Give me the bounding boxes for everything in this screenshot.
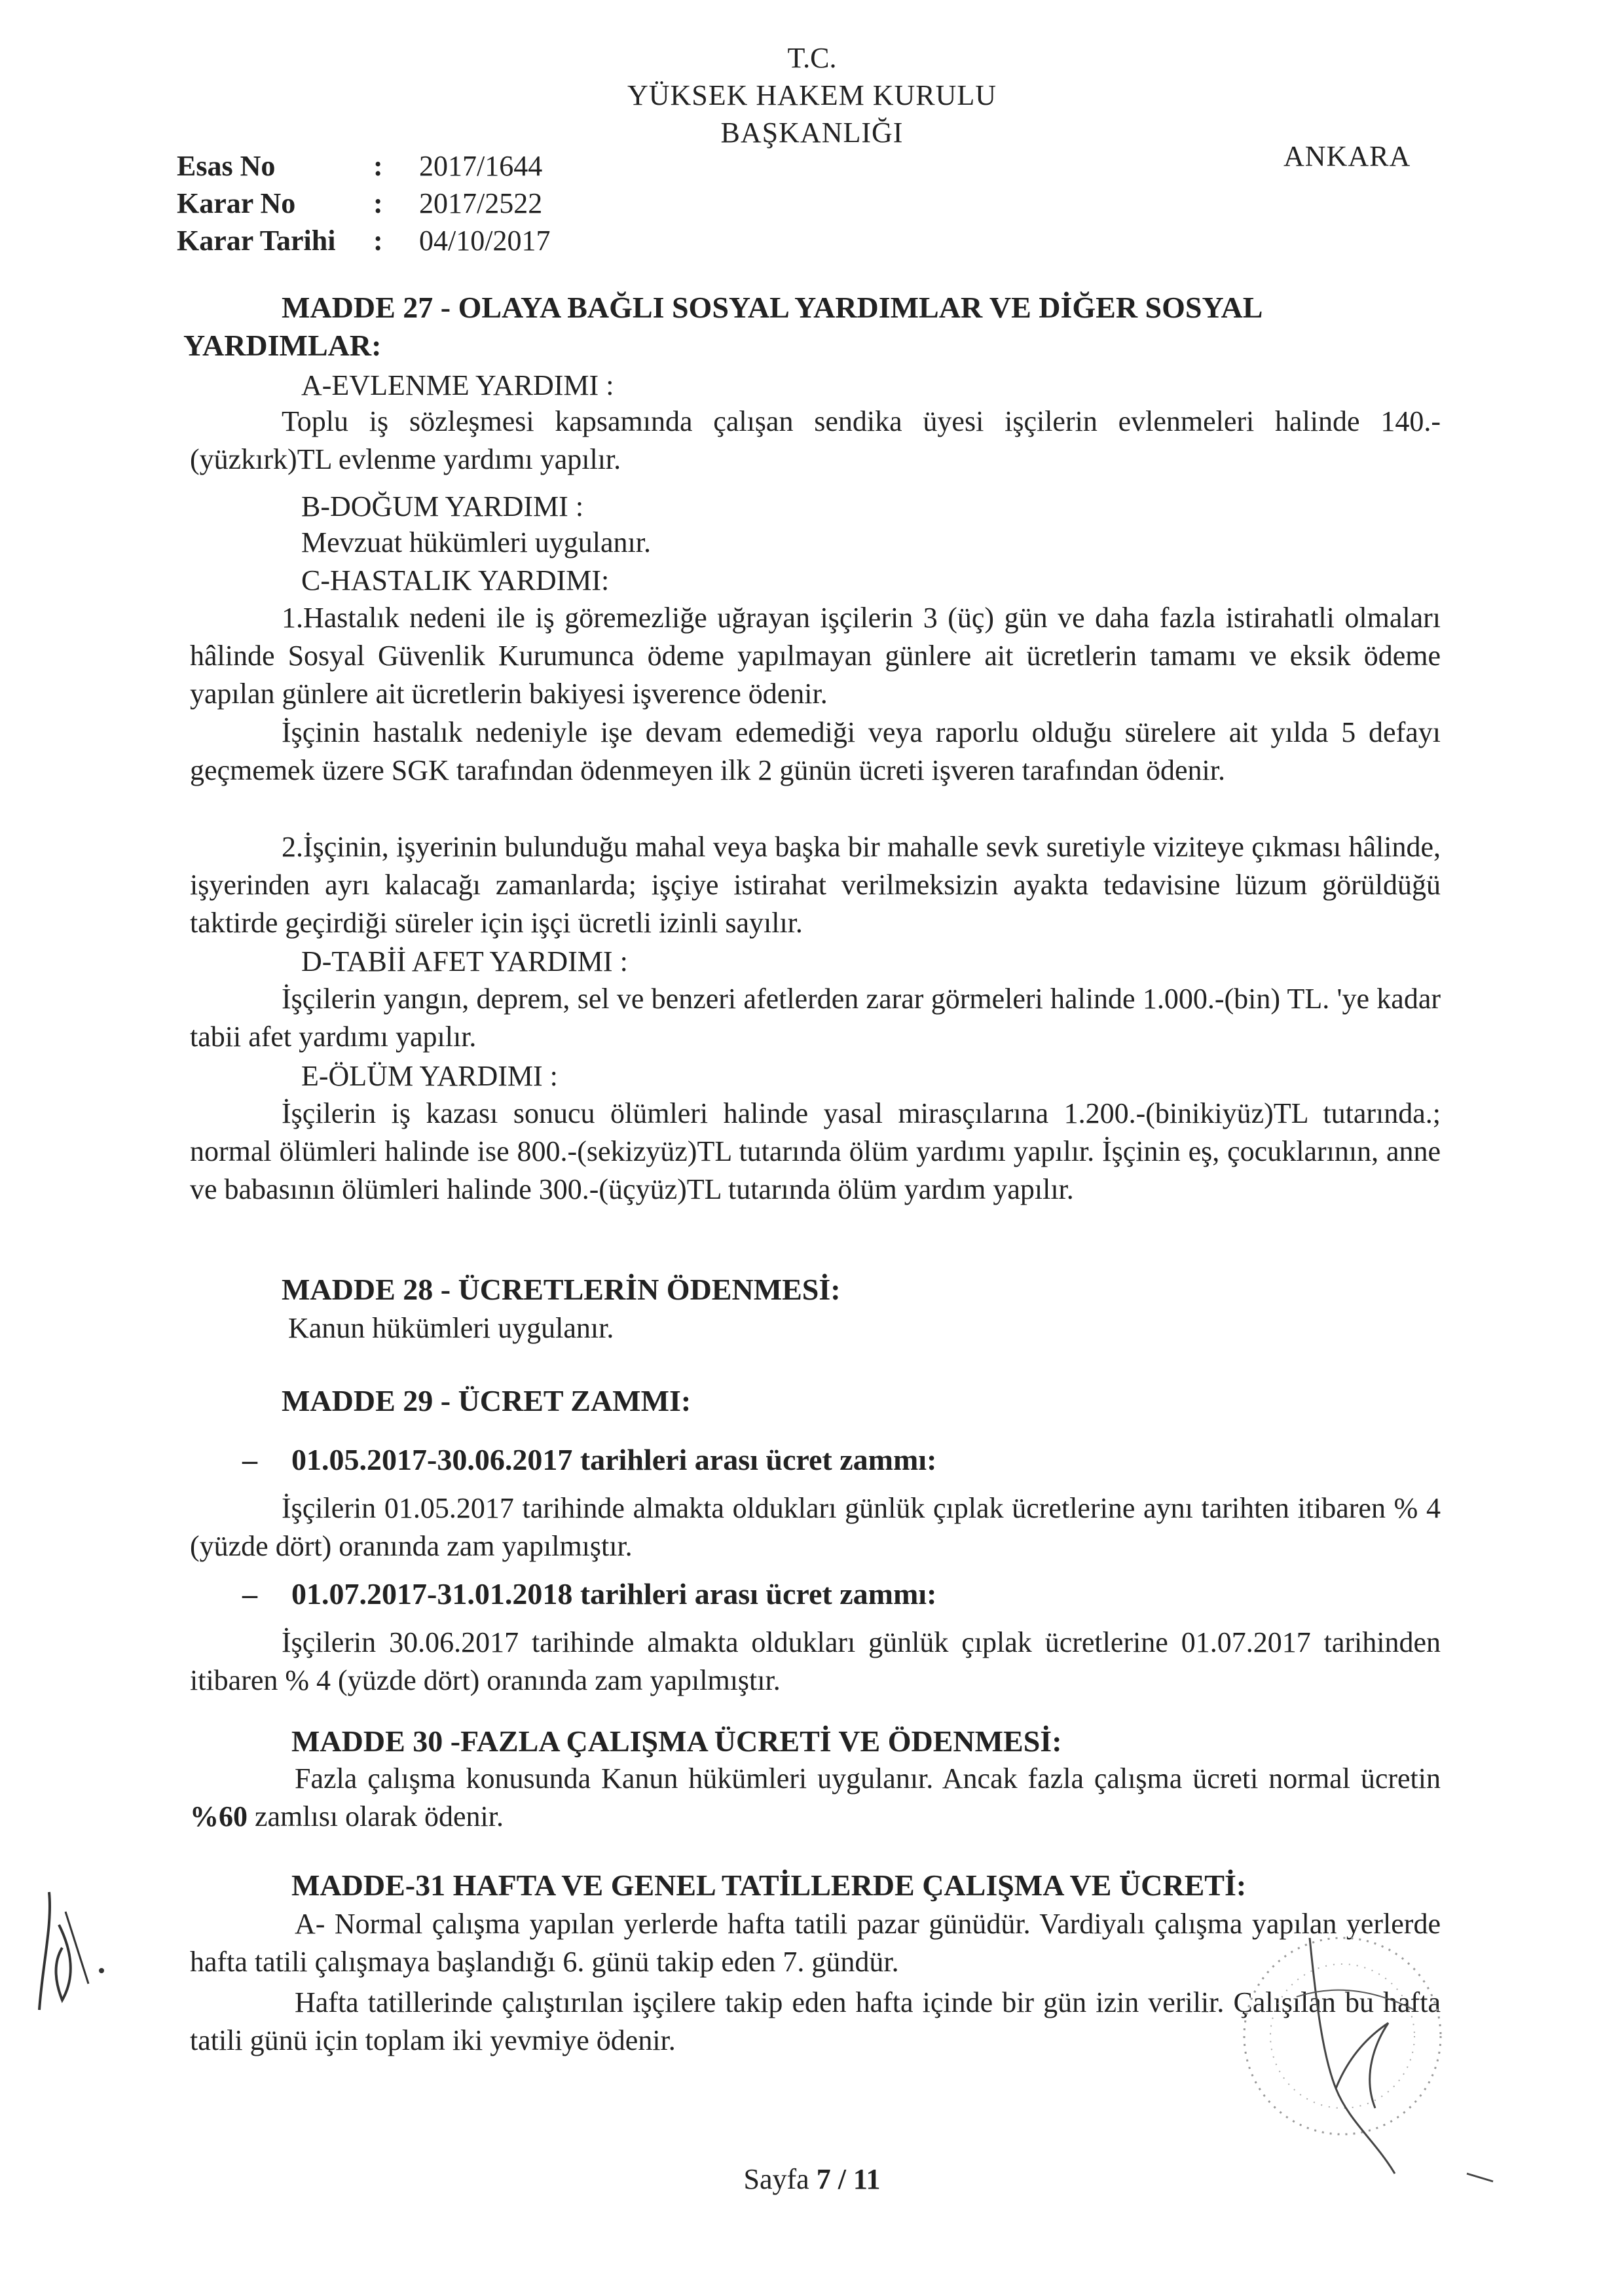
m29-period2-heading: 01.07.2017-31.01.2018 tarihleri arası ücret zammı: [291,1577,937,1611]
m29-title: MADDE 29 - ÜCRET ZAMMI: [282,1384,692,1417]
m27-e-text: İşçilerin iş kazası sonucu ölümleri halinde yasal mirasçılarına 1.200.-(binikiyüz)TL tutarında.; normal ölümleri halinde ise 800.-(sekizyüz)TL tutarında ölüm yardımı yapılır. İşçinin eş, çocuklarının, anne ve babasının ölümleri halinde 300.-(üçyüz)TL tutarında ölüm yardım yapılır. [190,1097,1441,1206]
m28-title: MADDE 28 - ÜCRETLERİN ÖDENMESİ: [282,1273,841,1306]
esas-value: 2017/1644 [419,150,543,182]
m30-text-b: zamlısı olarak ödenir. [248,1800,504,1833]
m31-title: MADDE-31 HAFTA VE GENEL TATİLLERDE ÇALIŞMA VE ÜCRETİ: [291,1868,1247,1902]
m30-title: MADDE 30 -FAZLA ÇALIŞMA ÜCRETİ VE ÖDENMESİ: [291,1724,1062,1758]
header-org: YÜKSEK HAKEM KURULU [627,79,997,112]
m27-title-line1: MADDE 27 - OLAYA BAĞLI SOSYAL YARDIMLAR VE DİĞER SOSYAL [282,291,1263,324]
karar-value: 2017/2522 [419,187,543,219]
m30-rate: %60 [190,1800,248,1833]
m29-period2-text: İşçilerin 30.06.2017 tarihinde almakta oldukları günlük çıplak ücretlerine 01.07.2017 tarihinden itibaren % 4 (yüzde dört) oranında zam yapılmıştır. [190,1626,1441,1697]
tarih-value: 04/10/2017 [419,225,551,257]
footer-prefix: Sayfa [743,2163,817,2195]
m31-b-text: Hafta tatillerinde çalıştırılan işçilere takip eden hafta içinde bir gün izin verilir. Çalışılan bu hafta tatili günü için toplam iki yevmiye ödenir. [190,1986,1441,2057]
m29-period1-heading: 01.05.2017-30.06.2017 tarihleri arası ücret zammı: [291,1443,937,1476]
esas-colon: : [373,150,383,182]
m27-b-heading: B-DOĞUM YARDIMI : [301,490,584,522]
m30-text [190,1760,1441,1836]
m27-e-heading: E-ÖLÜM YARDIMI : [301,1060,558,1092]
m27-c-1b-text: İşçinin hastalık nedeniyle işe devam edemediği veya raporlu olduğu sürelere ait yılda 5 defayı geçmemek üzere SGK tarafından ödenmeyen ilk 2 günün ücreti işveren tarafından ödenir. [190,716,1441,787]
meta-karar [177,185,542,223]
m28-text: Kanun hükümleri uygulanır. [288,1312,614,1344]
header-dept: BAŞKANLIĞI [720,117,904,149]
header-block [0,39,1624,152]
official-stamp-signature [1218,1925,1519,2200]
handwritten-initials [23,1886,115,2016]
footer-page-number: 7 / 11 [816,2163,881,2195]
header-city: ANKARA [1283,140,1411,172]
page-footer [0,2160,1624,2198]
m27-title-line2: YARDIMLAR: [183,329,382,362]
m27-d-text: İşçilerin yangın, deprem, sel ve benzeri afetlerden zarar görmeleri halinde 1.000.-(bin) TL. 'ye kadar tabii afet yardımı yapılır. [190,983,1441,1053]
m29-dash-1: – [242,1443,257,1476]
m27-a-heading: A-EVLENME YARDIMI : [301,369,614,401]
m27-b-text: Mevzuat hükümleri uygulanır. [301,526,651,558]
m27-c-2-text: 2.İşçinin, işyerinin bulunduğu mahal veya başka bir mahalle sevk suretiyle viziteye çıkması hâlinde, işyerinden ayrı kalacağı zamanlarda; işçiye istirahat verilmeksizin ayakta tedavisine lüzum görüldüğü taktirde geçirdiği süreler için işçi ücretli izinli sayılır. [190,831,1441,939]
m29-period1-text: İşçilerin 01.05.2017 tarihinde almakta oldukları günlük çıplak ücretlerine aynı tarihten itibaren % 4 (yüzde dört) oranında zam yapılmıştır. [190,1492,1441,1563]
karar-colon: : [373,187,383,219]
karar-label: Karar No [177,187,296,219]
m29-dash-2: – [242,1577,257,1611]
m27-c-1-text: 1.Hastalık nedeni ile iş göremezliğe uğrayan işçilerin 3 (üç) gün ve daha fazla istirahatli olmaları hâlinde Sosyal Güvenlik Kurumunca ödeme yapılmayan günlere ait ücretlerin tamamı ve eksik ödeme yapılan günlere ait ücretlerin bakiyesi işverence ödenir. [190,602,1441,710]
meta-esas [177,147,542,185]
tarih-colon: : [373,225,383,257]
m30-text-a: Fazla çalışma konusunda Kanun hükümleri uygulanır. Ancak fazla çalışma ücreti normal ücretin [295,1762,1441,1795]
esas-label: Esas No [177,150,276,182]
header-tc: T.C. [787,42,837,74]
m31-a-text: A- Normal çalışma yapılan yerlerde hafta tatili pazar günüdür. Vardiyalı çalışma yapılan yerlerde hafta tatili çalışmaya başlandığı 6. günü takip eden 7. gündür. [190,1908,1441,1978]
m27-c-heading: C-HASTALIK YARDIMI: [301,564,610,596]
tarih-label: Karar Tarihi [177,225,336,257]
m27-a-text: Toplu iş sözleşmesi kapsamında çalışan sendika üyesi işçilerin evlenmeleri halinde 140.-(yüzkırk)TL evlenme yardımı yapılır. [190,405,1441,476]
meta-tarih [177,222,550,260]
m27-d-heading: D-TABİİ AFET YARDIMI : [301,945,628,977]
